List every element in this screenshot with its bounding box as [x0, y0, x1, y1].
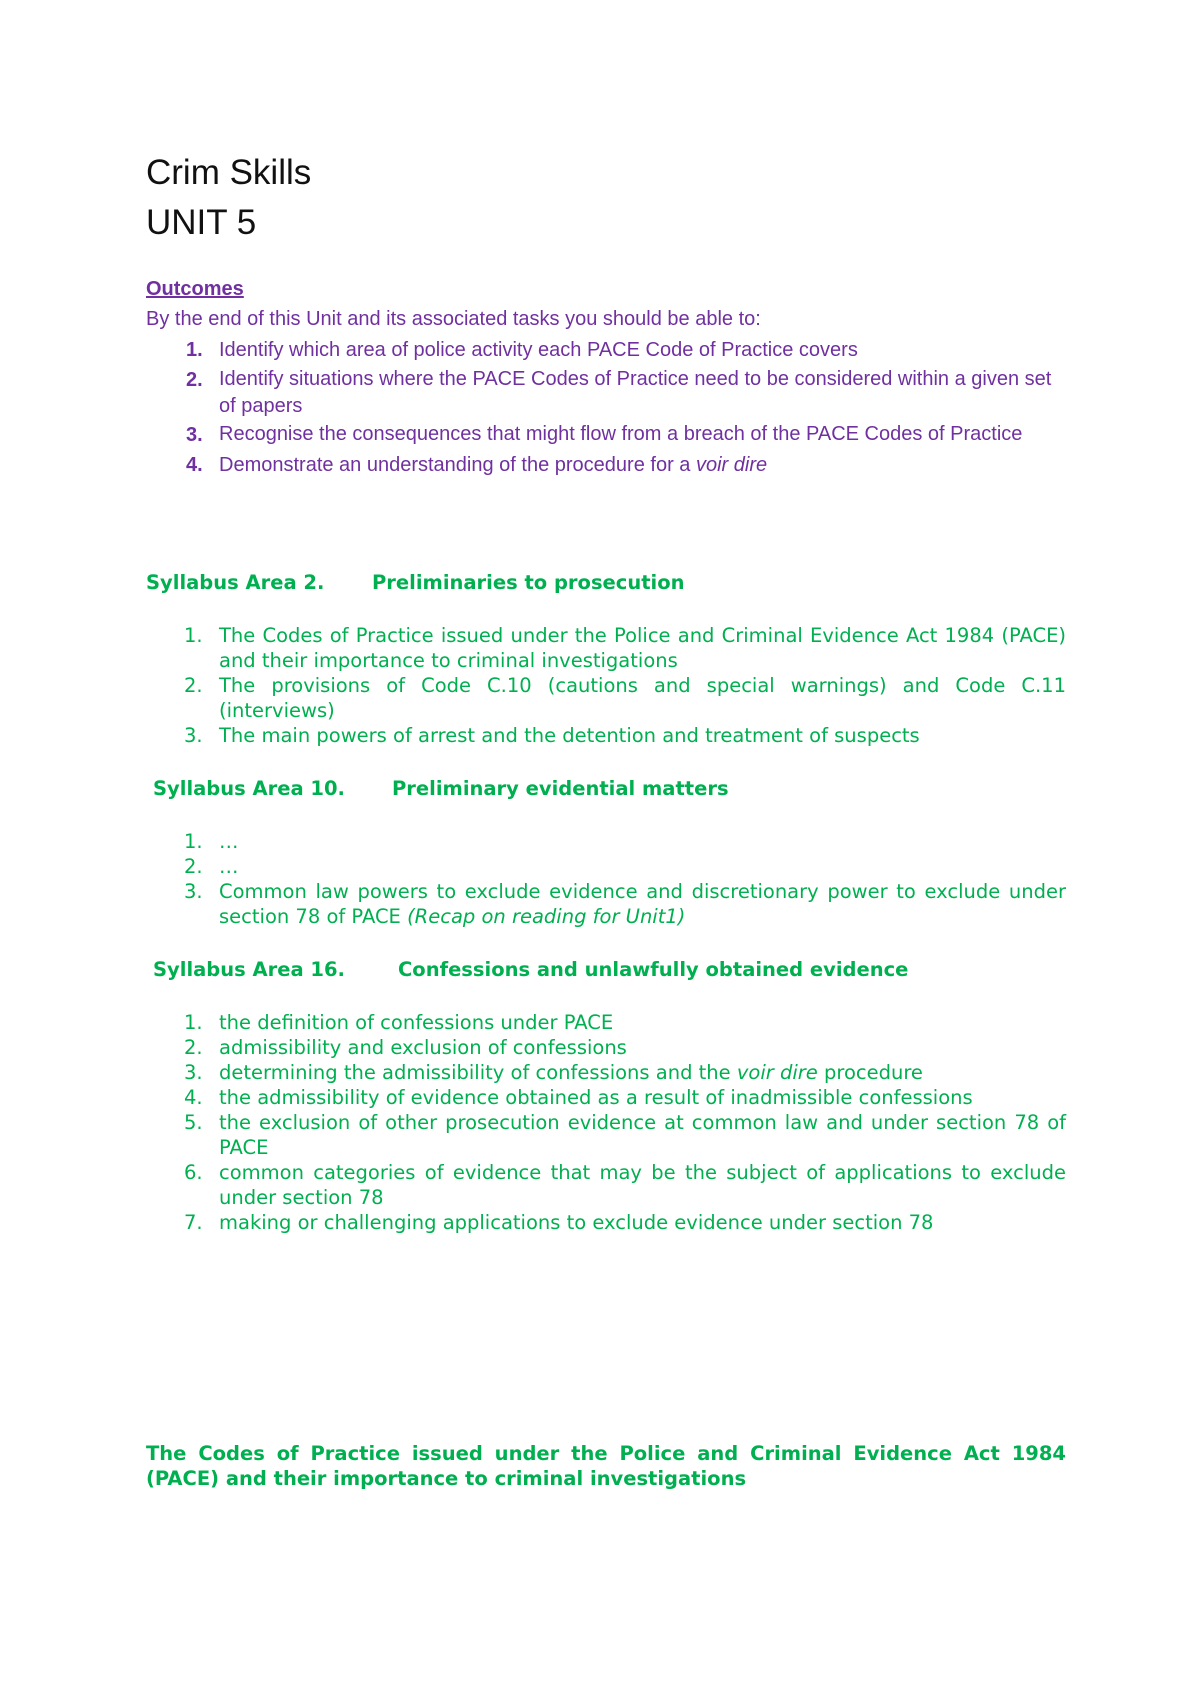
- syllabus-area-label: Syllabus Area 2.: [146, 571, 325, 594]
- list-item: [146, 673, 1066, 723]
- document-title: Crim Skills: [146, 153, 312, 192]
- item-text-part: procedure: [817, 1061, 923, 1084]
- item-number: 1.: [184, 624, 203, 647]
- item-text: Identify situations where the PACE Codes of Practice need to be considered within a given set of papers: [219, 368, 1052, 417]
- syllabus-list-16: [146, 1010, 1066, 1235]
- syllabus-topic: Preliminary evidential matters: [392, 777, 729, 800]
- item-number: 6.: [184, 1161, 203, 1184]
- outcomes-list: [146, 336, 1066, 481]
- item-number: 3.: [184, 724, 203, 747]
- item-text-part: determining the admissibility of confessions and the: [219, 1061, 737, 1084]
- list-item: [146, 1160, 1066, 1210]
- list-item: [146, 366, 1066, 420]
- section-heading: The Codes of Practice issued under the Police and Criminal Evidence Act 1984 (PACE) and their importance to criminal investigations: [146, 1442, 1066, 1490]
- item-number: 3.: [184, 880, 203, 903]
- syllabus-heading-16: [153, 957, 908, 983]
- list-item: [146, 1085, 1066, 1110]
- list-item: [146, 854, 1066, 879]
- list-item: [146, 336, 1066, 365]
- item-text: [219, 879, 1066, 929]
- item-text: Recognise the consequences that might flow from a breach of the PACE Codes of Practice: [219, 423, 1023, 445]
- item-number: 4.: [186, 454, 203, 476]
- item-number: 2.: [184, 674, 203, 697]
- item-text: the admissibility of evidence obtained as a result of inadmissible confessions: [219, 1086, 973, 1109]
- syllabus-topic: Preliminaries to prosecution: [372, 571, 685, 594]
- item-text: …: [219, 855, 239, 878]
- item-text: [219, 451, 1066, 480]
- list-item: [146, 723, 1066, 748]
- unit-title: UNIT 5: [146, 203, 257, 242]
- item-number: 7.: [184, 1211, 203, 1234]
- item-text: the exclusion of other prosecution evidence at common law and under section 78 of PACE: [219, 1111, 1066, 1159]
- item-number: 2.: [184, 1036, 203, 1059]
- syllabus-heading-2: [146, 570, 685, 596]
- item-text: Identify which area of police activity each PACE Code of Practice covers: [219, 339, 858, 361]
- outcomes-heading: Outcomes: [146, 278, 244, 300]
- list-item: [146, 421, 1066, 450]
- item-text-part: Demonstrate an understanding of the procedure for a: [219, 454, 696, 476]
- item-number: 5.: [184, 1111, 203, 1134]
- syllabus-heading-10: [153, 776, 729, 802]
- list-item: [146, 1110, 1066, 1160]
- item-text: The main powers of arrest and the detention and treatment of suspects: [219, 724, 920, 747]
- syllabus-topic: Confessions and unlawfully obtained evidence: [398, 958, 909, 981]
- item-number: 3.: [184, 1061, 203, 1084]
- list-item: [146, 1060, 1066, 1085]
- item-text-italic: (Recap on reading for Unit1): [407, 905, 686, 928]
- list-item: [146, 623, 1066, 673]
- syllabus-area-label: Syllabus Area 10.: [153, 777, 345, 800]
- syllabus-area-label: Syllabus Area 16.: [153, 958, 345, 981]
- item-text: …: [219, 830, 239, 853]
- item-text: common categories of evidence that may be the subject of applications to exclude under section 78: [219, 1161, 1066, 1209]
- item-text: making or challenging applications to exclude evidence under section 78: [219, 1211, 934, 1234]
- syllabus-list-10: [146, 829, 1066, 929]
- item-number: 1.: [184, 1011, 203, 1034]
- list-item: [146, 451, 1066, 480]
- item-text: The Codes of Practice issued under the Police and Criminal Evidence Act 1984 (PACE) and their importance to criminal investigations: [219, 624, 1066, 672]
- item-text: the definition of confessions under PACE: [219, 1011, 614, 1034]
- list-item: [146, 879, 1066, 929]
- syllabus-list-2: [146, 623, 1066, 748]
- item-text-italic: voir dire: [695, 454, 768, 476]
- item-text: admissibility and exclusion of confessions: [219, 1036, 627, 1059]
- list-item: [146, 829, 1066, 854]
- item-number: 1.: [184, 830, 203, 853]
- item-number: 2.: [184, 855, 203, 878]
- item-number: 3.: [186, 424, 203, 446]
- item-number: 2.: [186, 369, 203, 391]
- item-number: 1.: [186, 339, 203, 361]
- item-number: 4.: [184, 1086, 203, 1109]
- list-item: [146, 1010, 1066, 1035]
- list-item: [146, 1210, 1066, 1235]
- item-text: The provisions of Code C.10 (cautions and special warnings) and Code C.11 (interviews): [219, 674, 1066, 722]
- list-item: [146, 1035, 1066, 1060]
- item-text-italic: voir dire: [736, 1061, 818, 1084]
- item-text: [219, 1060, 1066, 1085]
- outcomes-intro: By the end of this Unit and its associated tasks you should be able to:: [146, 308, 761, 330]
- item-text-part: Common law powers to exclude evidence and discretionary power to exclude under section 78 of PACE: [219, 880, 1066, 928]
